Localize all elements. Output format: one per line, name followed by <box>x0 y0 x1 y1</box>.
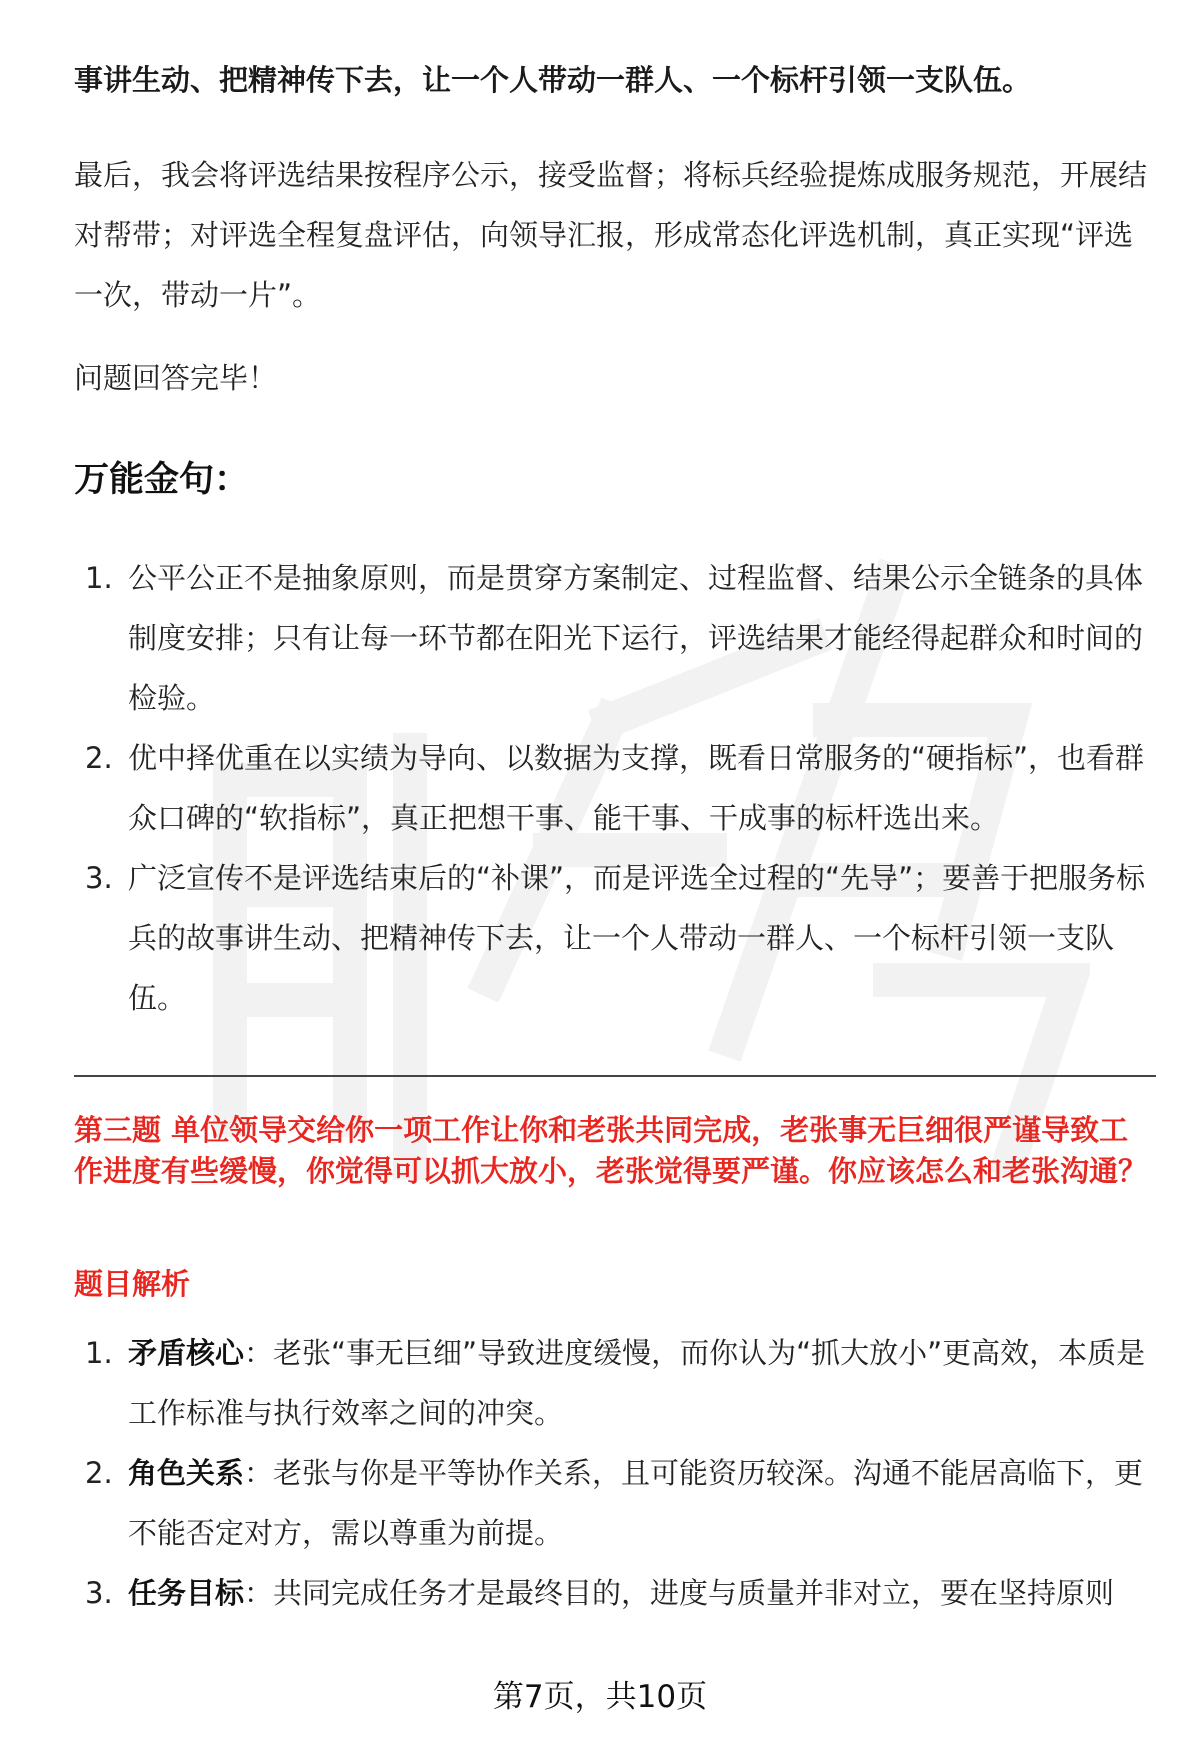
point-label: 任务目标 <box>128 1576 245 1610</box>
golden-quotes-list <box>74 548 1156 1028</box>
list-number: 3. <box>85 1576 113 1610</box>
section-divider <box>74 1075 1156 1077</box>
point-label: 矛盾核心 <box>128 1336 245 1370</box>
question-title: 第三题 单位领导交给你一项工作让你和老张共同完成，老张事无巨细很严谨导致工作进度有些缓慢，你觉得可以抓大放小，老张觉得要严谨。你应该怎么和老张沟通？ <box>74 1113 1148 1188</box>
list-item <box>74 548 1156 728</box>
list-item-text: 优中择优重在以实绩为导向、以数据为支撑，既看日常服务的“硬指标”，也看群众口碑的“软指标”，真正把想干事、能干事、干成事的标杆选出来。 <box>128 741 1145 835</box>
analysis-list <box>74 1323 1156 1623</box>
point-text: ：老张与你是平等协作关系，且可能资历较深。沟通不能居高临下，更不能否定对方，需以尊重为前提。 <box>128 1456 1144 1550</box>
list-item <box>74 1563 1156 1623</box>
list-number: 2. <box>85 1456 113 1490</box>
list-item <box>74 1443 1156 1563</box>
list-number: 1. <box>85 1336 113 1370</box>
list-number: 2. <box>85 741 113 775</box>
point-text: ：共同完成任务才是最终目的，进度与质量并非对立，要在坚持原则 <box>244 1576 1115 1610</box>
list-item-text: 公平公正不是抽象原则，而是贯穿方案制定、过程监督、结果公示全链条的具体制度安排；只有让每一环节都在阳光下运行，评选结果才能经得起群众和时间的检验。 <box>128 561 1144 715</box>
list-number: 1. <box>85 561 113 595</box>
closing-line: 问题回答完毕！ <box>74 361 278 395</box>
final-paragraph: 最后，我会将评选结果按程序公示，接受监督；将标兵经验提炼成服务规范，开展结对帮带；对评选全程复盘评估，向领导汇报，形成常态化评选机制，真正实现“评选一次，带动一片”。 <box>74 158 1148 312</box>
list-item-text: 广泛宣传不是评选结束后的“补课”，而是评选全过程的“先导”；要善于把服务标兵的故事讲生动、把精神传下去，让一个人带动一群人、一个标杆引领一支队伍。 <box>128 861 1146 1015</box>
list-item <box>74 1323 1156 1443</box>
golden-quotes-heading: 万能金句： <box>74 460 250 500</box>
list-item <box>74 728 1156 848</box>
list-number: 3. <box>85 861 113 895</box>
point-text: ：老张“事无巨细”导致进度缓慢，而你认为“抓大放小”更高效，本质是工作标准与执行效率之间的冲突。 <box>128 1336 1146 1430</box>
analysis-heading: 题目解析 <box>74 1267 191 1301</box>
list-item <box>74 848 1156 1028</box>
point-label: 角色关系 <box>128 1456 245 1490</box>
page-footer: 第7页，共10页 <box>492 1679 708 1715</box>
intro-bold-line: 事讲生动、把精神传下去，让一个人带动一群人、一个标杆引领一支队伍。 <box>74 63 1032 97</box>
